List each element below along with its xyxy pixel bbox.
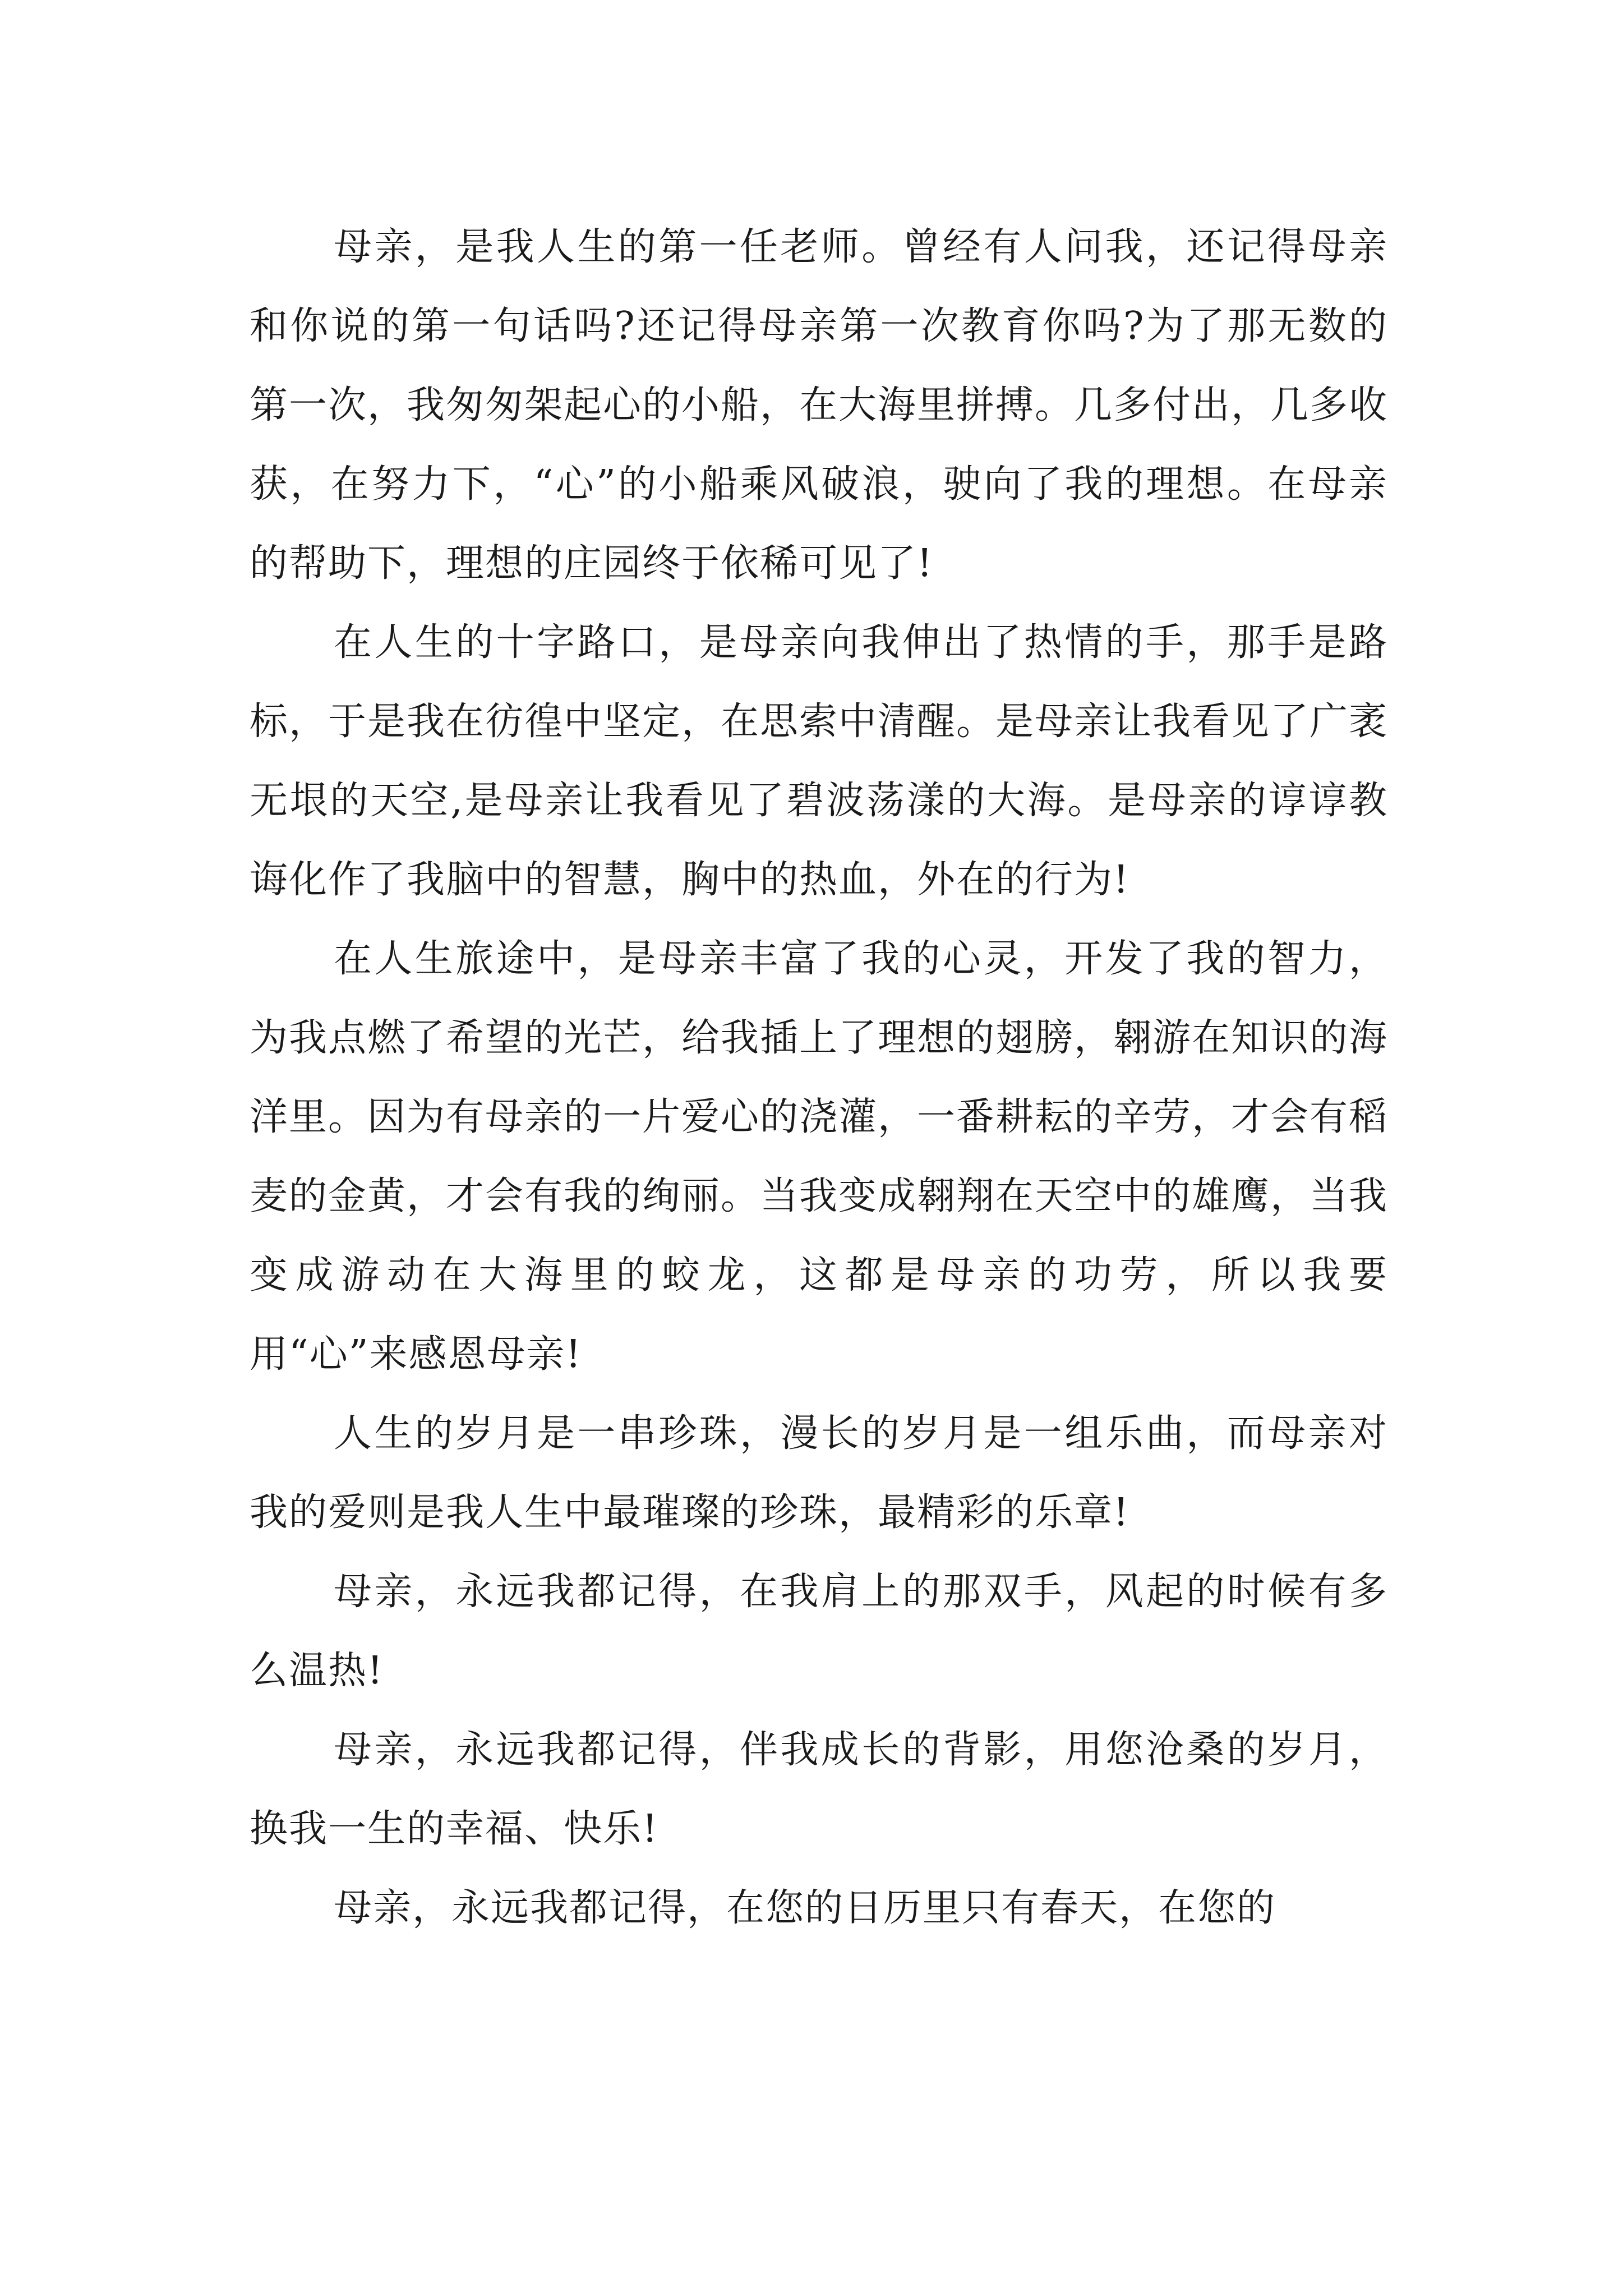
paragraph-4: 人生的岁月是一串珍珠，漫长的岁月是一组乐曲，而母亲对我的爱则是我人生中最璀璨的珍珠，最精彩的乐章! (250, 1411, 1388, 1535)
paragraph-1: 母亲，是我人生的第一任老师。曾经有人问我，还记得母亲和你说的第一句话吗?还记得母亲第一次教育你吗?为了那无数的第一次，我匆匆架起心的小船，在大海里拼搏。几多付出，几多收获，在努力下，“心”的小船乘风破浪，驶向了我的理想。在母亲的帮助下，理想的庄园终于依稀可见了! (250, 225, 1389, 586)
paragraph-5: 母亲，永远我都记得，在我肩上的那双手，风起的时候有多么温热! (250, 1570, 1388, 1693)
paragraph-3: 在人生旅途中，是母亲丰富了我的心灵，开发了我的智力，为我点燃了希望的光芒，给我插上了理想的翅膀，翱游在知识的海洋里。因为有母亲的一片爱心的浇灌，一番耕耘的辛劳，才会有稻麦的金黄，才会有我的绚丽。当我变成翱翔在天空中的雄鹰，当我变成游动在大海里的蛟龙，这都是母亲的功劳，所以我要用“心”来感恩母亲! (250, 937, 1389, 1377)
paragraph-2: 在人生的十字路口，是母亲向我伸出了热情的手，那手是路标，于是我在彷徨中坚定，在思索中清醒。是母亲让我看见了广袤无垠的天空,是母亲让我看见了碧波荡漾的大海。是母亲的谆谆教诲化作了我脑中的智慧，胸中的热血，外在的行为! (250, 620, 1389, 902)
paragraph-7: 母亲，永远我都记得，在您的日历里只有春天，在您的 (334, 1886, 1276, 1930)
document-body (250, 208, 1388, 1948)
paragraph-6: 母亲，永远我都记得，伴我成长的背影，用您沧桑的岁月，换我一生的幸福、快乐! (250, 1728, 1388, 1851)
